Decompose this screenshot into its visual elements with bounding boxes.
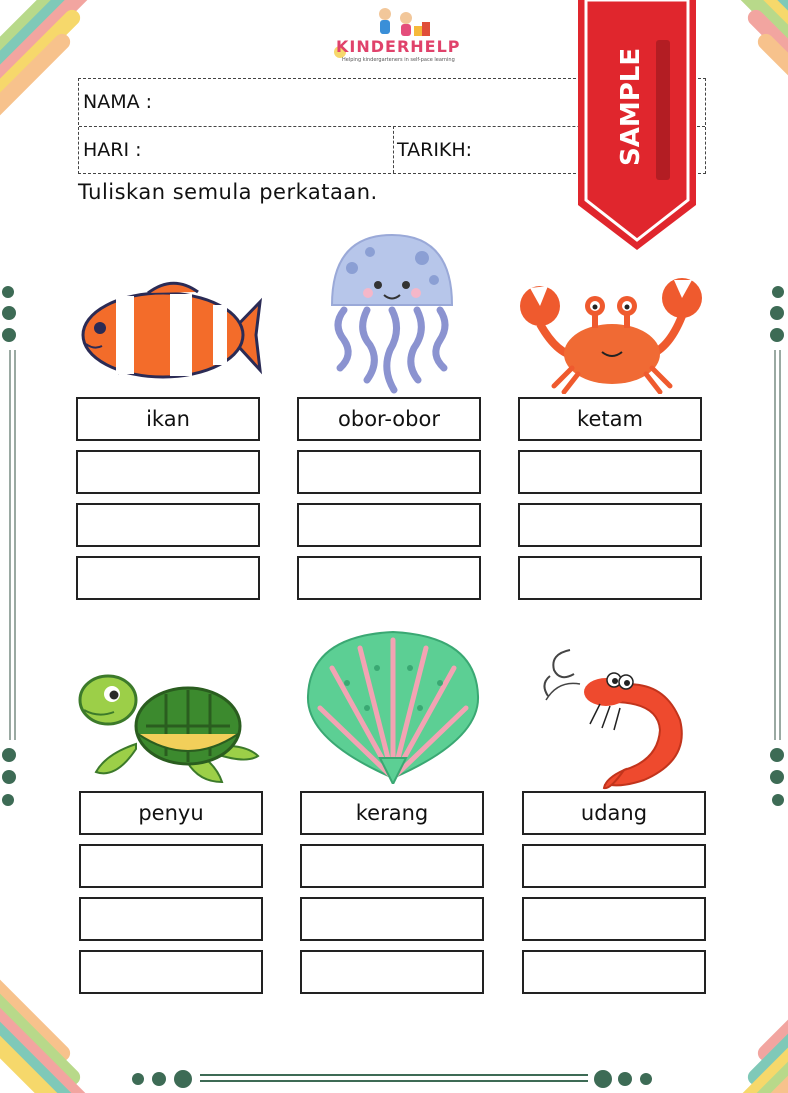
shrimp-icon	[540, 640, 692, 790]
word-label-box: udang	[522, 791, 706, 835]
side-dot	[2, 794, 14, 806]
turtle-icon	[76, 664, 262, 788]
write-box[interactable]	[522, 897, 706, 941]
footer-line	[200, 1074, 588, 1076]
footer-dot	[640, 1073, 652, 1085]
write-box[interactable]	[522, 950, 706, 994]
side-line-right	[774, 350, 776, 740]
write-box[interactable]	[76, 450, 260, 494]
side-line-left-inner	[14, 350, 16, 740]
footer-dot	[618, 1072, 632, 1086]
footer-line-inner	[200, 1080, 588, 1082]
sample-ribbon	[578, 0, 696, 250]
word-label-box: kerang	[300, 791, 484, 835]
write-box[interactable]	[522, 844, 706, 888]
write-box[interactable]	[518, 503, 702, 547]
write-box[interactable]	[297, 503, 481, 547]
seashell-icon	[302, 628, 484, 784]
sample-watermark-text: SAMPLE	[616, 47, 646, 166]
clownfish-icon	[78, 280, 262, 390]
footer-dot	[152, 1072, 166, 1086]
write-box[interactable]	[300, 897, 484, 941]
footer-dot	[174, 1070, 192, 1088]
word-label-box: ikan	[76, 397, 260, 441]
write-box[interactable]	[297, 450, 481, 494]
write-box[interactable]	[79, 844, 263, 888]
write-box[interactable]	[76, 556, 260, 600]
side-dot	[2, 328, 16, 342]
footer-dot	[132, 1073, 144, 1085]
side-dot	[772, 286, 784, 298]
write-box[interactable]	[79, 897, 263, 941]
side-dot	[772, 794, 784, 806]
side-dot	[2, 748, 16, 762]
write-box[interactable]	[518, 556, 702, 600]
write-box[interactable]	[300, 844, 484, 888]
write-box[interactable]	[297, 556, 481, 600]
instruction-text: Tuliskan semula perkataan.	[78, 180, 378, 204]
footer-dot	[594, 1070, 612, 1088]
side-dot	[2, 770, 16, 784]
jellyfish-icon	[322, 230, 462, 395]
write-box[interactable]	[76, 503, 260, 547]
nama-label: NAMA :	[83, 91, 153, 113]
word-label-box: penyu	[79, 791, 263, 835]
side-dot	[2, 286, 14, 298]
write-box[interactable]	[518, 450, 702, 494]
crab-icon	[518, 276, 704, 394]
side-dot	[770, 306, 784, 320]
logo-text: KINDERHELP	[336, 37, 461, 56]
side-line-right-inner	[779, 350, 781, 740]
side-dot	[770, 748, 784, 762]
write-box[interactable]	[79, 950, 263, 994]
tarikh-label: TARIKH:	[397, 139, 473, 161]
logo	[330, 4, 461, 70]
logo-tagline: Helping kindergarteners in self-pace learning	[342, 57, 455, 63]
word-label-box: ketam	[518, 397, 702, 441]
side-dot	[2, 306, 16, 320]
side-dot	[770, 770, 784, 784]
write-box[interactable]	[300, 950, 484, 994]
hari-label: HARI :	[83, 139, 142, 161]
side-dot	[770, 328, 784, 342]
word-label-box: obor-obor	[297, 397, 481, 441]
side-line-left	[9, 350, 11, 740]
